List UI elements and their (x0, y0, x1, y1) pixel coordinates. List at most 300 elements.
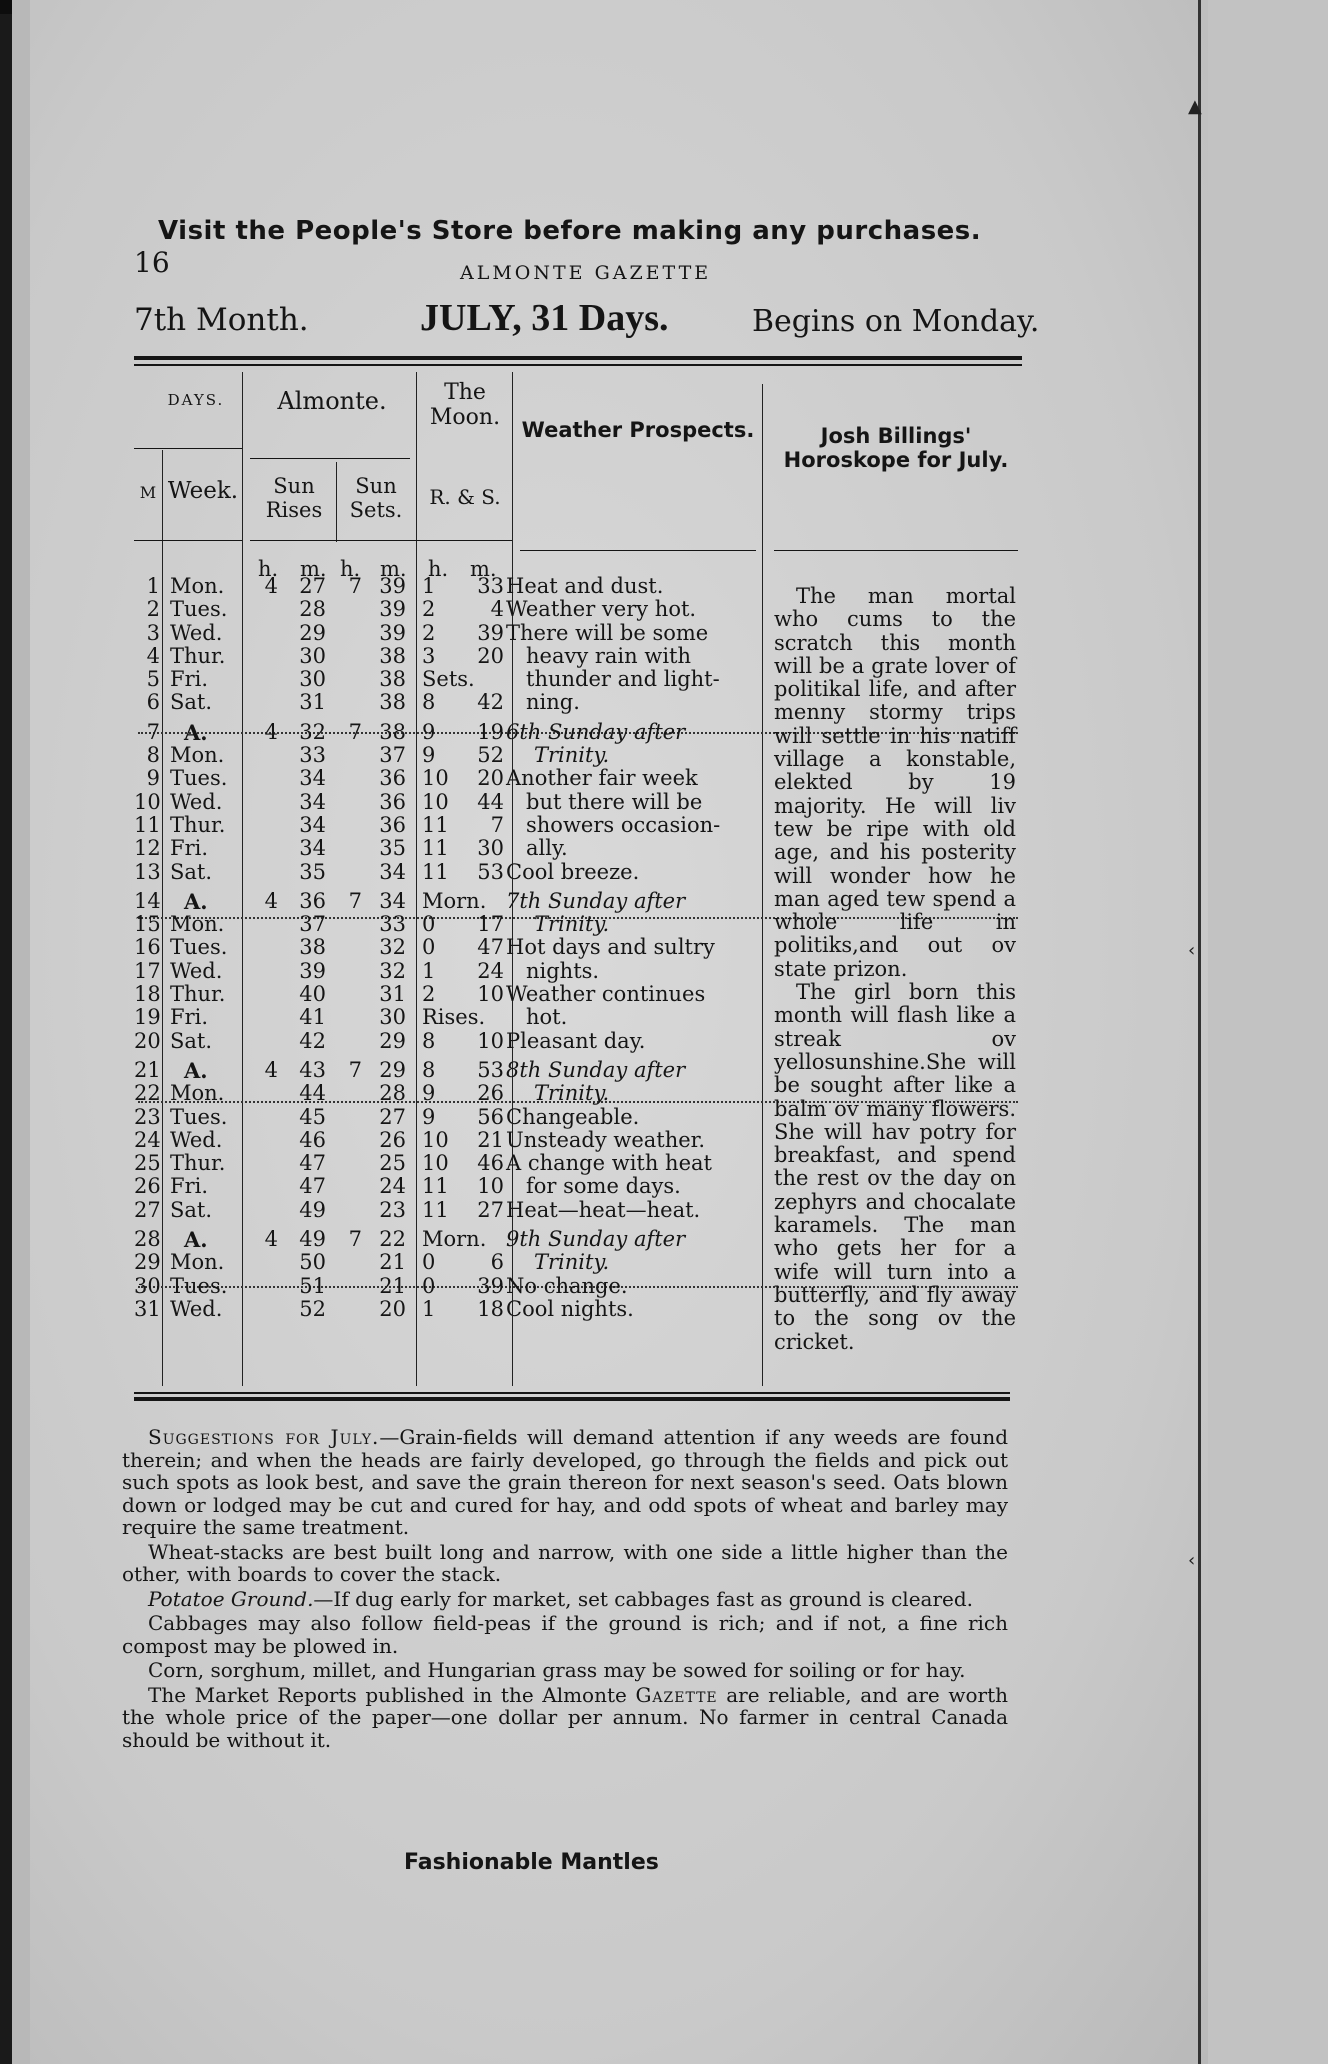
header-sun-sets: Sun Sets. (349, 474, 403, 523)
suggestions-potatoe-paragraph (122, 1588, 1008, 1611)
table-cell: 34 (299, 766, 326, 791)
margin-arrow-icon: ▲ (1188, 96, 1202, 117)
table-cell: 4 (264, 1227, 278, 1252)
table-cell: 50 (299, 1250, 326, 1275)
table-cell: 9 (422, 743, 436, 768)
header-line (134, 448, 242, 449)
suggestions-grain-text: —Grain-fields will demand attention if any weeds are found therein; and when the heads are fairly developed, go through the fields and pick out such spots as look best, and save the grain thereon for next season's seed. Oats blown down or lodged may be cut and cured for hay, and odd spots of wheat and barley may require the same treatment. (122, 1425, 1008, 1539)
gutter-rule (1198, 0, 1201, 2064)
table-cell (336, 1129, 362, 1152)
table-cell: 21 (379, 1273, 406, 1298)
margin-bracket-icon: ‹ (1188, 1550, 1196, 1571)
table-cell: 0 (422, 935, 436, 960)
table-cell: 39 (299, 958, 326, 983)
table-cell: 19 (134, 1005, 161, 1030)
potatoe-heading: Potatoe Ground. (148, 1586, 314, 1611)
table-cell: Thur. (170, 1151, 226, 1176)
table-cell: 23 (134, 1104, 161, 1129)
table-cell: 34 (299, 836, 326, 861)
header-month-day: M (139, 483, 157, 502)
table-cell: 10 (134, 789, 161, 814)
table-cell: Morn. (422, 1227, 487, 1252)
table-cell: 8 (422, 1028, 436, 1053)
weather-line: A change with heat (506, 1151, 712, 1176)
table-cell: Fri. (170, 1005, 209, 1030)
table-cell: Wed. (170, 1127, 223, 1152)
table-cell: 18 (134, 982, 161, 1007)
table-cell: 49 (299, 1227, 326, 1252)
table-cell: 0 (422, 912, 436, 937)
table-cell: Morn. (422, 888, 487, 913)
table-cell: 20 (477, 643, 504, 668)
table-cell: 10 (477, 982, 504, 1007)
table-cell (252, 767, 278, 790)
table-cell: 18 (477, 1296, 504, 1321)
table-cell (336, 1275, 362, 1298)
table-cell: 36 (379, 789, 406, 814)
month-label: 7th Month. (134, 302, 309, 338)
table-cell: Wed. (170, 620, 223, 645)
weather-line: Heat—heat—heat. (506, 1197, 701, 1222)
table-cell (252, 837, 278, 860)
table-cell (336, 1106, 362, 1129)
table-cell: 38 (379, 719, 406, 744)
table-cell: 29 (134, 1250, 161, 1275)
table-cell (462, 1006, 504, 1029)
suggestions-heading: Suggestions for July. (148, 1425, 380, 1449)
header-line (774, 550, 1018, 551)
table-cell: 6 (146, 690, 160, 715)
table-cell: 8 (422, 1057, 436, 1082)
weather-line: Changeable. (506, 1104, 640, 1129)
table-cell: 1 (146, 574, 160, 598)
table-cell: 24 (379, 1174, 406, 1199)
header-week: Week. (167, 478, 239, 504)
table-cell: 3 (422, 643, 436, 668)
table-cell (336, 1175, 362, 1198)
table-cell (252, 1175, 278, 1198)
month-day-column (134, 575, 160, 1321)
header-moon: The Moon. (429, 380, 501, 431)
sun-rise-minute-column (290, 575, 326, 1321)
table-cell: 32 (379, 958, 406, 983)
table-cell (252, 1199, 278, 1222)
table-cell: Tues. (170, 1273, 228, 1298)
market-text-start: The Market Reports published in the Almonte (148, 1682, 636, 1707)
table-cell: 23 (379, 1197, 406, 1222)
table-cell: 9 (422, 719, 436, 744)
sun-rise-hour-column (252, 575, 278, 1321)
weather-line: 8th Sunday after (506, 1057, 686, 1082)
table-cell (336, 913, 362, 936)
table-cell: 7 (348, 574, 362, 598)
table-cell: 33 (299, 743, 326, 768)
weather-line: Heat and dust. (506, 574, 664, 598)
table-cell: 22 (134, 1081, 161, 1106)
weather-line: Hot days and sultry (506, 935, 715, 960)
table-cell (336, 1251, 362, 1274)
table-cell: 7 (348, 1227, 362, 1252)
table-cell: 30 (299, 667, 326, 692)
unit-label: h. (340, 557, 361, 581)
table-cell (252, 1006, 278, 1029)
table-cell: 21 (477, 1127, 504, 1152)
table-cell: 39 (379, 597, 406, 622)
table-cell: 46 (477, 1151, 504, 1176)
table-cell (336, 861, 362, 884)
header-rises-sets: R. & S. (429, 485, 501, 509)
table-cell: 36 (299, 888, 326, 913)
table-cell (336, 622, 362, 645)
table-cell: 31 (379, 982, 406, 1007)
table-cell: 30 (299, 643, 326, 668)
table-cell: 46 (299, 1127, 326, 1152)
table-cell: 27 (379, 1104, 406, 1129)
table-cell: 7 (348, 1057, 362, 1082)
unit-label: m. (470, 557, 497, 581)
table-cell: 8 (146, 743, 160, 768)
page-number: 16 (134, 246, 170, 279)
table-cell (252, 1106, 278, 1129)
header-weather: Weather Prospects. (521, 418, 755, 442)
table-cell (462, 668, 504, 691)
header-line (250, 458, 410, 459)
table-cell (336, 744, 362, 767)
table-cell (252, 936, 278, 959)
table-cell: 2 (146, 597, 160, 622)
table-cell (336, 1152, 362, 1175)
table-cell: 9 (422, 1081, 436, 1106)
table-cell: 11 (422, 1174, 449, 1199)
table-cell: 7 (348, 888, 362, 913)
weather-line: Trinity. (534, 912, 610, 937)
horoscope-girl-paragraph: The girl born this month will flash like a streak ov yellosunshine.She will be sought after like a balm ov many flowers. She will hav potry for breakfast, and spend the rest ov the day on zephyrs and chocalate karamels. The man who gets her for a wife will turn into a butterfly, and fly away to the song ov the cricket. (774, 980, 1016, 1354)
table-cell (252, 622, 278, 645)
table-cell: 19 (477, 719, 504, 744)
weather-line: No change. (506, 1273, 628, 1298)
table-cell: Fri. (170, 667, 209, 692)
table-cell: 52 (477, 743, 504, 768)
table-cell: Rises. (422, 1005, 486, 1030)
table-cell: 53 (477, 1057, 504, 1082)
table-cell: 39 (379, 620, 406, 645)
weather-line: Unsteady weather. (506, 1127, 706, 1152)
table-cell: 39 (477, 1273, 504, 1298)
table-cell (252, 1129, 278, 1152)
table-cell (336, 1030, 362, 1053)
table-cell (336, 837, 362, 860)
table-cell: 10 (422, 789, 449, 814)
month-title: JULY, 31 Days. (420, 297, 669, 339)
header-almonte: Almonte. (277, 387, 387, 415)
table-cell: 41 (299, 1005, 326, 1030)
table-cell: Tues. (170, 766, 228, 791)
table-cell: 21 (134, 1057, 161, 1082)
table-cell: 28 (134, 1227, 161, 1252)
suggestions-section (122, 1426, 1008, 1753)
table-cell: 45 (299, 1104, 326, 1129)
table-cell: 13 (134, 859, 161, 884)
weather-line: Trinity. (534, 1250, 610, 1275)
table-cell: 35 (379, 836, 406, 861)
table-cell: Sat. (170, 1197, 213, 1222)
weather-line: Cool nights. (506, 1296, 634, 1321)
table-cell: 34 (379, 859, 406, 884)
table-cell: 11 (422, 812, 449, 837)
market-text-end: are reliable, and are worth the whole price of the paper—one dollar per annum. No farmer in central Canada should be without it. (122, 1682, 1009, 1752)
table-cell: 33 (379, 912, 406, 937)
table-cell: 30 (477, 836, 504, 861)
store-advert: Visit the People's Store before making any purchases. (158, 216, 982, 246)
weather-line: 9th Sunday after (506, 1227, 686, 1252)
table-cell (252, 1152, 278, 1175)
table-cell: 30 (134, 1273, 161, 1298)
horoscope-text (774, 585, 1016, 1354)
table-cell: Mon. (170, 1081, 225, 1106)
table-cell: 0 (422, 1273, 436, 1298)
table-cell (252, 668, 278, 691)
table-cell: 36 (379, 766, 406, 791)
table-cell (252, 744, 278, 767)
table-cell: 31 (134, 1296, 161, 1321)
header-horoscope: Josh Billings' Horoskope for July. (783, 424, 1009, 473)
table-cell: 26 (134, 1174, 161, 1199)
table-cell: 10 (422, 766, 449, 791)
table-cell (252, 1030, 278, 1053)
table-cell: 11 (422, 1197, 449, 1222)
weather-line: Pleasant day. (506, 1028, 646, 1053)
table-cell: 6 (490, 1250, 504, 1275)
table-cell (252, 791, 278, 814)
table-cell: 11 (422, 859, 449, 884)
table-cell (252, 1298, 278, 1321)
table-cell: 49 (299, 1197, 326, 1222)
table-cell: Thur. (170, 812, 226, 837)
horoscope-man-paragraph: The man mortal who cums to the scratch this month will be a grate lover of politikal life, and after menny stormy trips will settle in his natiff village a konstable, elekted by 19 majority. He will liv tew be ripe with old age, and his posterity will wonder how he man aged tew spend a whole life in politiks,and out ov state prizon. (774, 584, 1016, 981)
table-cell (336, 1199, 362, 1222)
table-cell: 22 (379, 1227, 406, 1252)
table-cell: 34 (299, 789, 326, 814)
table-cell: 10 (477, 1028, 504, 1053)
potatoe-text: —If dug early for market, set cabbages fast as ground is cleared. (313, 1586, 974, 1611)
table-cell (252, 645, 278, 668)
margin-bracket-icon: ‹ (1188, 940, 1196, 961)
week-day-column (170, 575, 242, 1321)
table-cell: 7 (490, 812, 504, 837)
table-cell: 47 (299, 1151, 326, 1176)
weather-line: showers occasion- (526, 812, 721, 837)
table-cell: 1 (422, 958, 436, 983)
table-cell (336, 936, 362, 959)
running-head: ALMONTE GAZETTE (460, 262, 712, 284)
table-cell: 7 (146, 719, 160, 744)
weather-line: 7th Sunday after (506, 888, 686, 913)
table-cell: 39 (379, 574, 406, 598)
unit-label: h. (428, 557, 449, 581)
table-cell: 4 (264, 719, 278, 744)
table-cell: Sat. (170, 1028, 213, 1053)
table-cell: Mon. (170, 574, 225, 598)
table-cell: 9 (422, 1104, 436, 1129)
table-cell: A. (184, 719, 208, 745)
unit-label: m. (380, 557, 407, 581)
table-cell (336, 767, 362, 790)
table-cell (336, 1006, 362, 1029)
table-cell: 8 (422, 690, 436, 715)
gazette-name: Gazette (635, 1682, 718, 1707)
weather-line: Another fair week (506, 766, 698, 791)
table-cell: 0 (422, 1250, 436, 1275)
unit-label: m. (300, 557, 327, 581)
gutter (1208, 0, 1328, 2064)
table-cell: 29 (379, 1028, 406, 1053)
weather-prospects-column (506, 575, 758, 1321)
suggestions-grain-paragraph (122, 1426, 1008, 1539)
weather-line: Weather continues (506, 982, 706, 1007)
footer-rule (134, 1397, 1010, 1401)
footer-advert: Fashionable Mantles (404, 1850, 659, 1875)
table-cell: 4 (264, 888, 278, 913)
table-cell: 35 (299, 859, 326, 884)
table-cell: 17 (477, 912, 504, 937)
table-cell: 27 (477, 1197, 504, 1222)
table-cell: 2 (422, 620, 436, 645)
table-cell: 42 (299, 1028, 326, 1053)
header-line (520, 550, 756, 551)
weather-line: Trinity. (534, 743, 610, 768)
table-cell (252, 1251, 278, 1274)
table-cell: 20 (379, 1296, 406, 1321)
table-cell (252, 1275, 278, 1298)
table-cell: 37 (299, 912, 326, 937)
table-cell (336, 983, 362, 1006)
table-cell: 38 (379, 667, 406, 692)
table-cell: 17 (134, 958, 161, 983)
weather-line: Cool breeze. (506, 859, 640, 884)
table-cell: 4 (264, 574, 278, 598)
table-cell: 1 (422, 1296, 436, 1321)
table-cell: 47 (299, 1174, 326, 1199)
table-cell (336, 1298, 362, 1321)
table-cell: 24 (134, 1127, 161, 1152)
table-cell: 44 (299, 1081, 326, 1106)
table-cell (336, 960, 362, 983)
column-line (336, 462, 337, 542)
table-cell: 31 (299, 690, 326, 715)
table-cell: 11 (134, 812, 161, 837)
table-cell: 10 (477, 1174, 504, 1199)
table-cell: Wed. (170, 789, 223, 814)
weather-line: but there will be (526, 789, 703, 814)
table-cell (336, 668, 362, 691)
table-cell (462, 890, 504, 913)
table-cell: 29 (299, 620, 326, 645)
begins-on: Begins on Monday. (752, 304, 1040, 339)
table-cell: 16 (134, 935, 161, 960)
sun-set-hour-column (336, 575, 362, 1321)
table-cell: 2 (422, 982, 436, 1007)
suggestions-wheat-paragraph: Wheat-stacks are best built long and narrow, with one side a little higher than the other, with boards to cover the stack. (122, 1539, 1008, 1586)
header-rule (134, 364, 1022, 366)
table-cell: 32 (379, 935, 406, 960)
table-cell (462, 1228, 504, 1251)
table-cell: Sets. (422, 667, 475, 692)
table-cell: 53 (477, 859, 504, 884)
table-cell: A. (184, 1057, 208, 1083)
table-cell: 1 (422, 574, 436, 598)
table-cell: 27 (134, 1197, 161, 1222)
table-cell: 43 (299, 1057, 326, 1082)
table-cell: 27 (299, 574, 326, 598)
table-cell: Mon. (170, 743, 225, 768)
header-sun-rises: Sun Rises (265, 474, 323, 523)
weather-line: thunder and light- (526, 667, 720, 692)
sun-set-minute-column (370, 575, 406, 1321)
weather-line: Weather very hot. (506, 597, 697, 622)
table-cell: 44 (477, 789, 504, 814)
table-cell: 32 (299, 719, 326, 744)
table-cell: 38 (379, 690, 406, 715)
table-cell: 21 (379, 1250, 406, 1275)
table-cell (336, 598, 362, 621)
column-line (242, 372, 243, 1386)
table-cell (252, 913, 278, 936)
table-cell: 34 (299, 812, 326, 837)
weather-line: There will be some (506, 620, 709, 645)
table-cell: 20 (134, 1028, 161, 1053)
table-cell: 10 (422, 1151, 449, 1176)
table-cell: 36 (379, 812, 406, 837)
table-cell: 11 (422, 836, 449, 861)
table-cell: 10 (422, 1127, 449, 1152)
table-cell: Mon. (170, 912, 225, 937)
table-cell: Sat. (170, 690, 213, 715)
header-rule (134, 356, 1022, 360)
table-cell: 42 (477, 690, 504, 715)
header-line (250, 540, 512, 541)
column-line (762, 384, 763, 1386)
table-cell: 56 (477, 1104, 504, 1129)
page-left-edge (12, 0, 30, 2064)
table-cell: A. (184, 888, 208, 914)
table-cell: 34 (379, 888, 406, 913)
table-cell (336, 791, 362, 814)
table-cell: 37 (379, 743, 406, 768)
table-cell (252, 814, 278, 837)
table-cell: 30 (379, 1005, 406, 1030)
table-cell: 52 (299, 1296, 326, 1321)
table-cell: Tues. (170, 1104, 228, 1129)
table-cell: 25 (379, 1151, 406, 1176)
table-cell (336, 691, 362, 714)
table-cell: Fri. (170, 1174, 209, 1199)
table-cell: 7 (348, 719, 362, 744)
table-cell: 29 (379, 1057, 406, 1082)
weather-line: ning. (526, 690, 580, 715)
table-cell: A. (184, 1227, 208, 1253)
weather-line: 6th Sunday after (506, 719, 686, 744)
table-cell: 28 (299, 597, 326, 622)
table-cell: 14 (134, 888, 161, 913)
table-cell: Fri. (170, 836, 209, 861)
table-cell (252, 861, 278, 884)
table-cell (336, 645, 362, 668)
table-cell: 2 (422, 597, 436, 622)
table-cell: 20 (477, 766, 504, 791)
header-line (134, 540, 242, 541)
table-cell: 38 (299, 935, 326, 960)
weather-line: for some days. (526, 1174, 681, 1199)
